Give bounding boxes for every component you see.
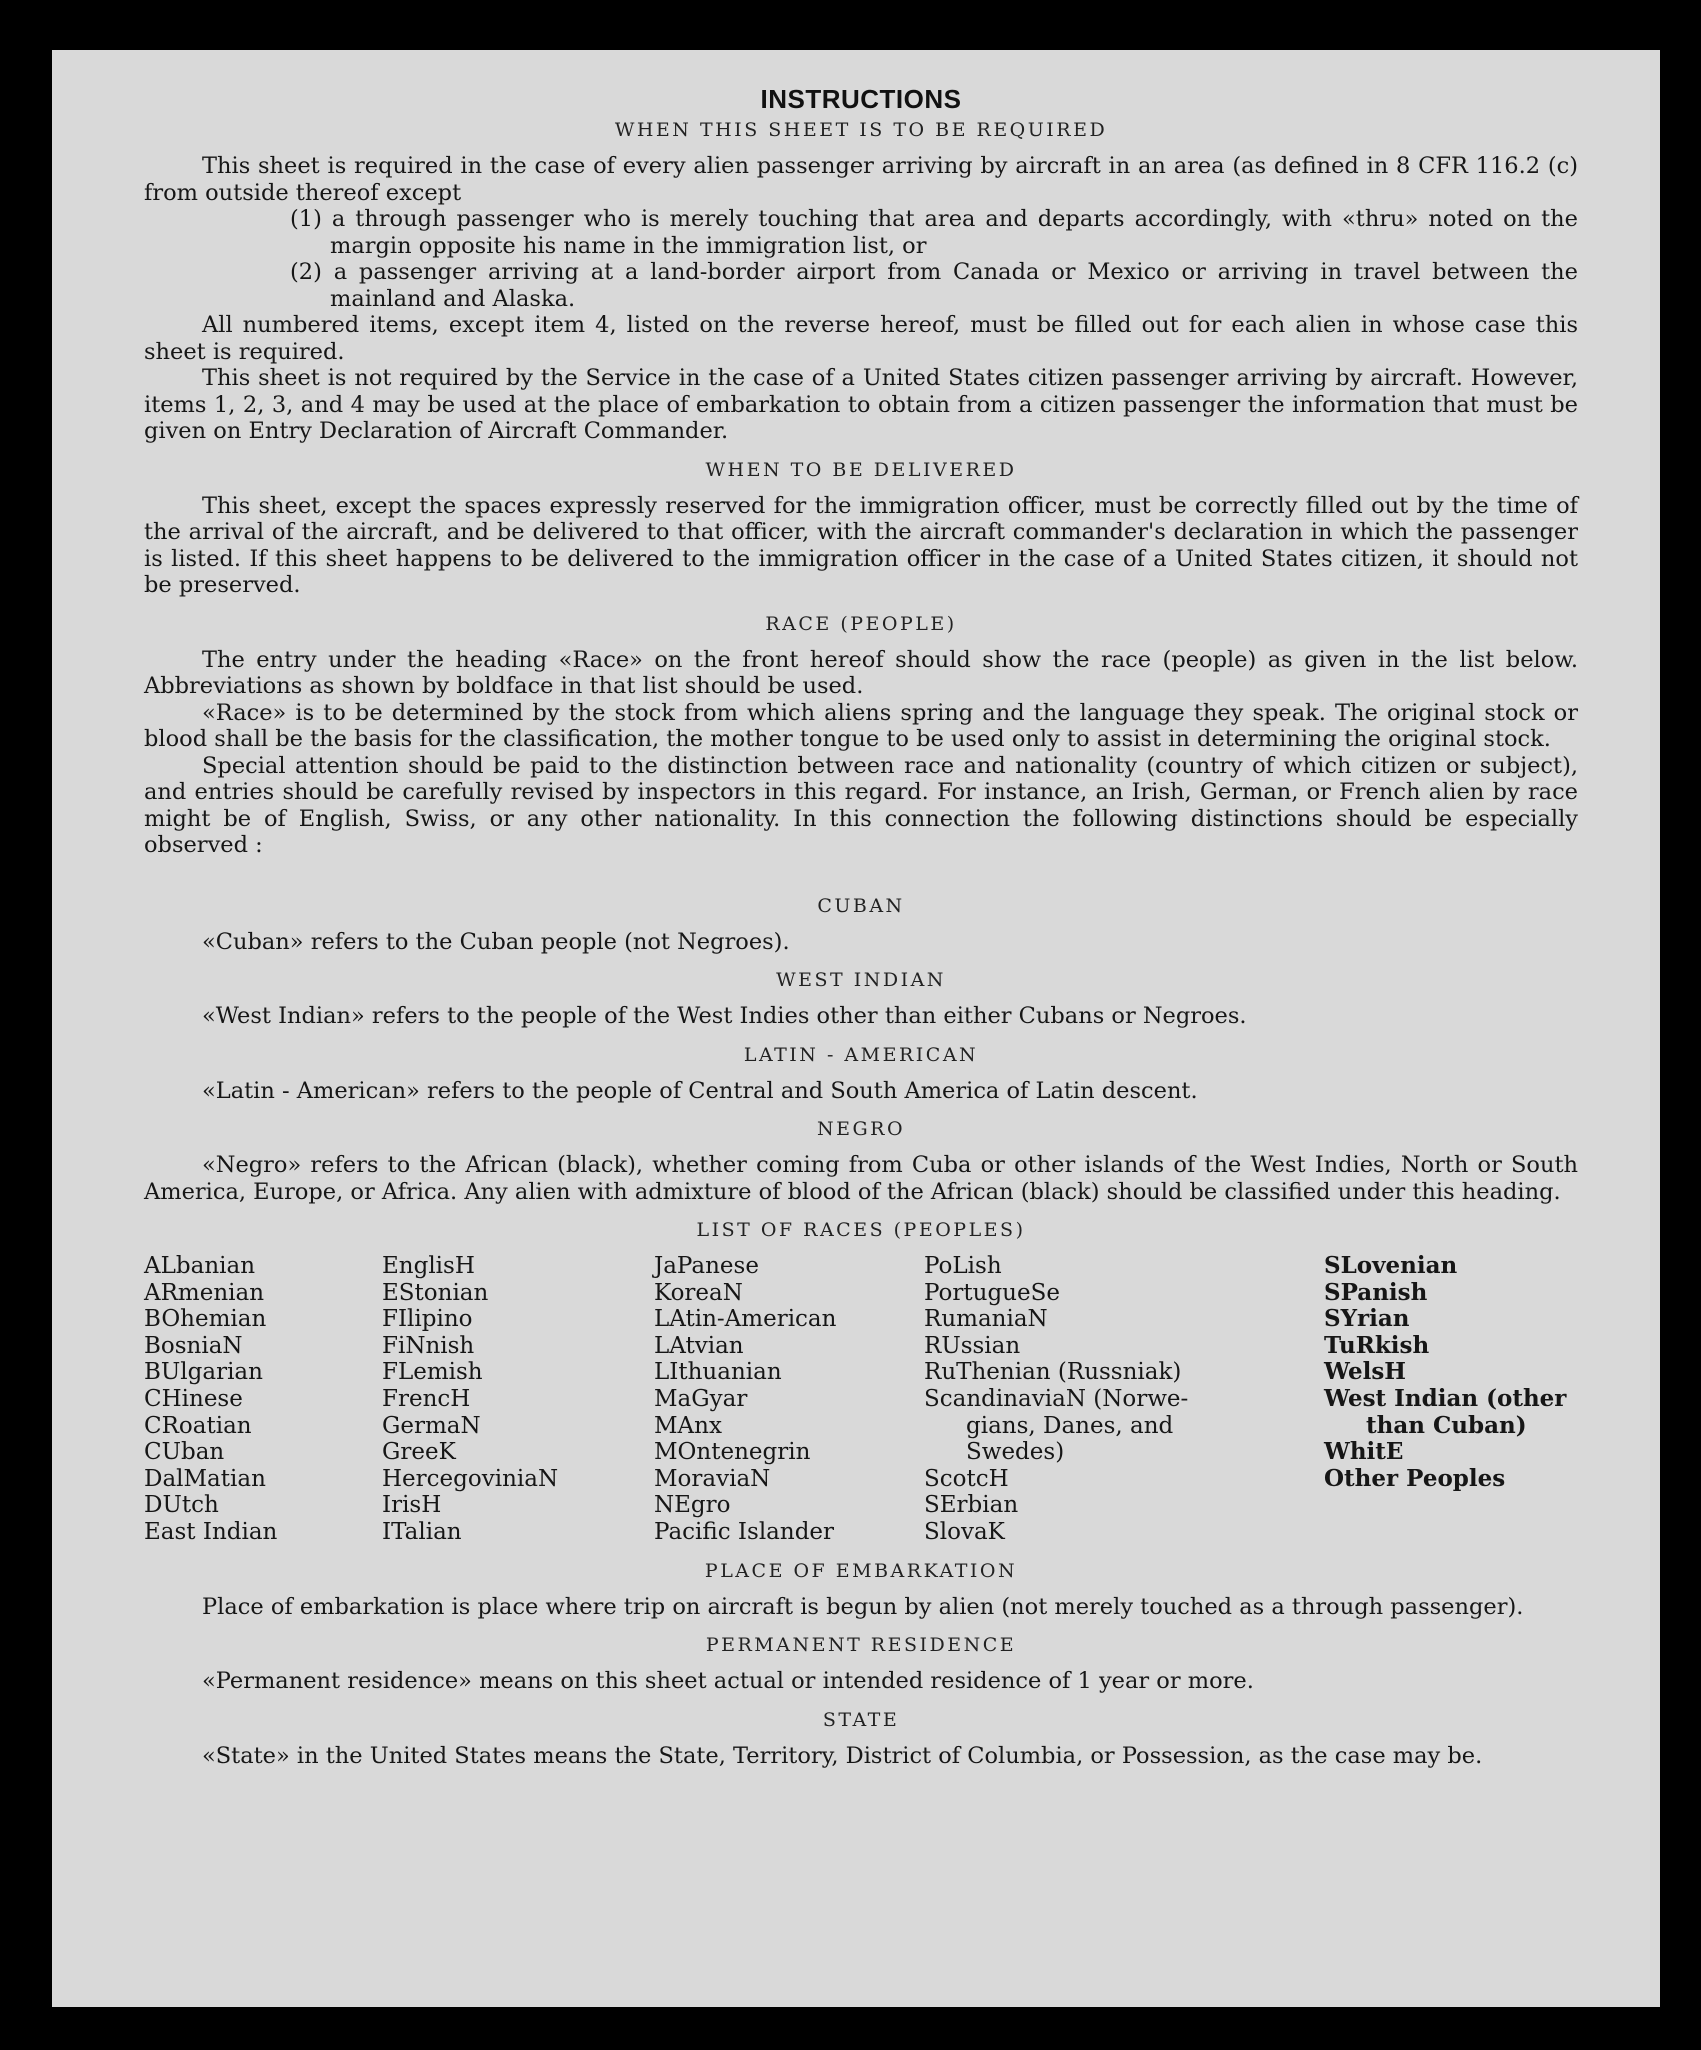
race-entry: BOhemian [144,1306,267,1333]
race-entry: WhitE [1324,1438,1404,1466]
paragraph: The entry under the heading «Race» on the front hereof should show the race (people) as given in the list below. Abbreviations as shown by boldface in that list should be used. [144,646,1578,699]
heading-delivered: WHEN TO BE DELIVERED [705,458,1017,481]
race-entry: EStonian [382,1279,489,1306]
race-entry: FiNnish [382,1332,475,1359]
race-entry: MaGyar [654,1385,748,1412]
race-entry: CUban [144,1439,225,1466]
race-entry: Other Peoples [1324,1464,1506,1492]
heading-negro: NEGRO [816,1118,906,1140]
race-entry: MoraviaN [654,1465,771,1492]
race-entry: PoLish [924,1253,1002,1279]
race-entry: West Indian (other [1324,1384,1567,1412]
race-entry: KoreaN [654,1279,743,1306]
heading-west-indian: WEST INDIAN [776,969,946,991]
race-entry: IrisH [382,1492,442,1519]
races-column-1 [144,1253,382,1546]
race-entry: RUssian [924,1332,1021,1359]
paragraph: «Permanent residence» means on this sheet actual or intended residence of 1 year or more. [202,1668,1254,1695]
race-entry: ITalian [382,1518,462,1545]
race-entry: WelsH [1324,1358,1407,1386]
heading-place-of-embarkation: PLACE OF EMBARKATION [704,1559,1018,1582]
race-entry: FIlipino [382,1306,473,1333]
race-entry: LIthuanian [654,1359,782,1386]
paragraph: All numbered items, except item 4, listed on the reverse hereof, must be filled out for each alien in whose case this sheet is required. [144,312,1578,365]
race-entry-continuation: Swedes) [966,1439,1065,1466]
race-entry: RumaniaN [924,1306,1048,1333]
race-entry: MAnx [654,1412,722,1439]
race-entry: Pacific Islander [654,1518,835,1545]
race-entry: CHinese [144,1385,243,1412]
list-item: (2) a passenger arriving at a land-border airport from Canada or Mexico or arriving in travel between the mainland and Alaska. [290,259,1578,312]
race-entry: FLemish [382,1359,483,1386]
races-column-4 [924,1253,1324,1546]
race-entry: BUlgarian [144,1359,263,1386]
race-entry: ARmenian [144,1279,265,1306]
race-entry: SYrian [1324,1305,1410,1333]
race-entry: East Indian [144,1518,278,1545]
race-entry: ScotcH [924,1465,1009,1492]
race-entry: LAtvian [654,1332,744,1359]
paragraph: «Negro» refers to the African (black), whether coming from Cuba or other islands of the West Indies, North or South America, Europe, or Africa. Any alien with admixture of blood of the African (black) should be classified under this heading. [144,1152,1578,1205]
race-entry: MOntenegrin [654,1439,811,1466]
race-entry: CRoatian [144,1412,252,1439]
heading-list-of-races: LIST OF RACES (PEOPLES) [696,1219,1026,1241]
list-item: (1) a through passenger who is merely touching that area and departs accordingly, with «thru» noted on the margin opposite his name in the immigration list, or [290,206,1578,259]
race-entry: ScandinaviaN (Norwe- [924,1385,1189,1412]
paragraph: «Race» is to be determined by the stock from which aliens spring and the language they speak. The original stock or blood shall be the basis for the classification, the mother tongue to be used only to assist in determining the original stock. [144,699,1578,752]
race-entry: SLovenian [1324,1252,1458,1279]
heading-latin-american: LATIN - AMERICAN [743,1043,979,1066]
race-entry: PortugueSe [924,1279,1060,1306]
race-entry: NEgro [654,1492,731,1519]
race-entry: DalMatian [144,1465,266,1492]
paragraph: «Latin - American» refers to the people of Central and South America of Latin descent. [202,1077,1198,1104]
paragraph: This sheet, except the spaces expressly reserved for the immigration officer, must be correctly filled out by the time of the arrival of the aircraft, and be delivered to that officer, with the aircraft commander's declaration in which the passenger is listed. If this sheet happens to be delivered to the immigration officer in the case of a United States citizen, it should not be preserved. [144,492,1578,598]
heading-required: WHEN THIS SHEET IS TO BE REQUIRED [614,119,1108,141]
races-list [144,1253,1578,1546]
race-entry: HercegoviniaN [382,1465,559,1492]
race-entry: TuRkish [1324,1331,1430,1359]
race-entry: RuThenian (Russniak) [924,1359,1182,1386]
race-entry: LAtin-American [654,1306,837,1333]
paragraph: Place of embarkation is place where trip on aircraft is begun by alien (not merely touched as a through passenger). [202,1593,1524,1620]
paragraph: «West Indian» refers to the people of the West Indies other than either Cubans or Negroes. [202,1003,1247,1029]
paragraph: This sheet is required in the case of every alien passenger arriving by aircraft in an area (as defined in 8 CFR 116.2 (c) from outside thereof except [144,153,1578,206]
race-entry: SPanish [1324,1278,1428,1306]
paragraph: Special attention should be paid to the distinction between race and nationality (country of which citizen or subject), and entries should be carefully revised by inspectors in this regard. For instance, an Irish, German, or French alien by race might be of English, Swiss, or any other nationality. In this connection the following distinctions should be especially observed : [144,752,1578,858]
race-entry: ALbanian [144,1253,256,1279]
heading-cuban: CUBAN [817,894,905,917]
heading-permanent-residence: PERMANENT RESIDENCE [705,1634,1017,1657]
races-column-5 [1324,1253,1624,1546]
document-page [52,50,1660,2007]
paragraph: «State» in the United States means the State, Territory, District of Columbia, or Possession, as the case may be. [202,1742,1483,1769]
heading-state: STATE [822,1708,900,1731]
race-entry: BosniaN [144,1332,243,1359]
race-entry: FrencH [382,1385,471,1412]
heading-race: RACE (PEOPLE) [765,612,957,635]
paragraph: This sheet is not required by the Service in the case of a United States citizen passenger arriving by aircraft. However, items 1, 2, 3, and 4 may be used at the place of embarkation to obtain from a citizen passenger the information that must be given on Entry Declaration of Aircraft Commander. [144,365,1578,444]
race-entry: GermaN [382,1412,481,1439]
race-entry: GreeK [382,1439,456,1466]
race-entry: EnglisH [382,1253,475,1279]
paragraph: «Cuban» refers to the Cuban people (not Negroes). [202,928,790,955]
race-entry: SErbian [924,1492,1019,1519]
races-column-2 [382,1253,654,1546]
race-entry: JaPanese [654,1253,759,1279]
race-entry: SlovaK [924,1518,1005,1545]
race-entry-continuation: than Cuban) [1366,1411,1527,1439]
races-column-3 [654,1253,924,1546]
page-title: INSTRUCTIONS [760,84,962,114]
race-entry-continuation: gians, Danes, and [966,1412,1174,1439]
race-entry: DUtch [144,1492,219,1519]
